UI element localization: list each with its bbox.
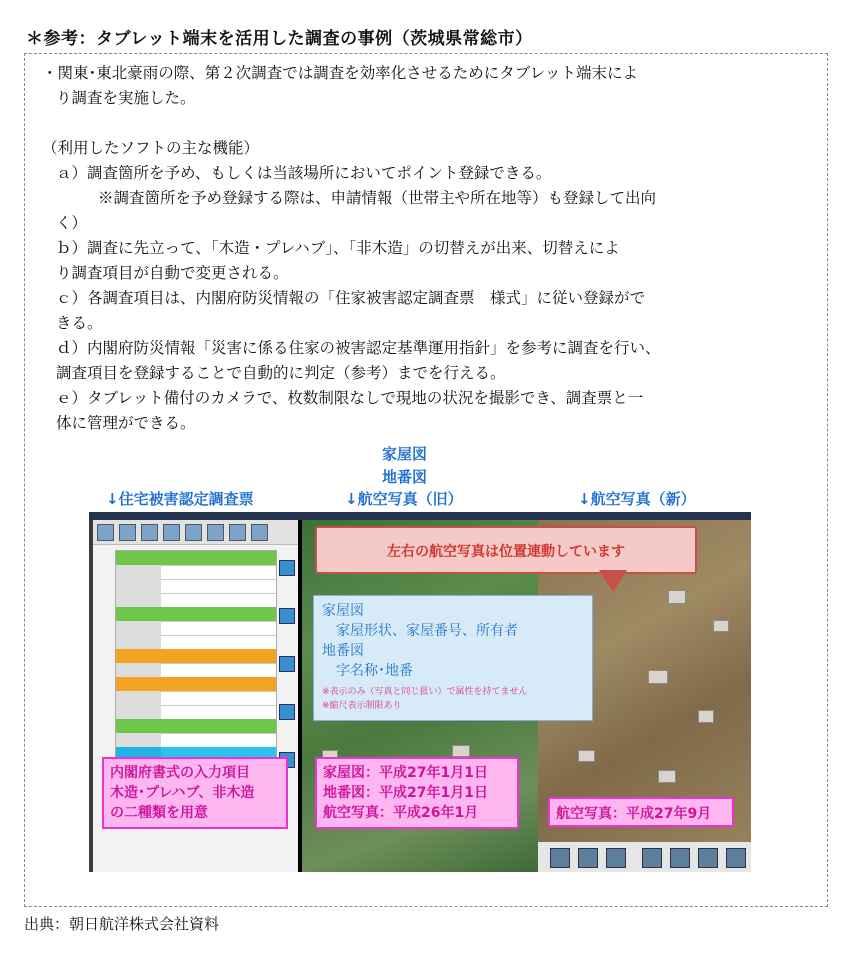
house-shape — [668, 590, 686, 604]
item-c-line-2: きる。 — [56, 314, 103, 332]
zoom-in-icon[interactable] — [550, 848, 570, 868]
page-heading: ＊参考：タブレット端末を活用した調査の事例（茨城県常総市） — [26, 29, 533, 49]
old-date-house: 家屋図：平成27年1月1日 — [323, 765, 488, 781]
form-row[interactable] — [116, 565, 276, 580]
sync-callout-text: 左右の航空写真は位置連動しています — [387, 544, 625, 560]
camera-icon[interactable] — [163, 524, 180, 541]
form-row[interactable] — [116, 691, 276, 706]
item-e-line-1: ｅ）タブレット備付のカメラで、枚数制限なしで現地の状況を撮影でき、調査票と一 — [56, 389, 644, 407]
map-info-box — [313, 595, 593, 721]
lot-map-title: 地番図 — [322, 643, 364, 659]
photo-icon[interactable] — [229, 524, 246, 541]
info-note-1: ※表示のみ（写真と同じ扱い）で属性を持てません — [322, 687, 528, 697]
new-date-box — [548, 797, 734, 827]
pan-icon[interactable] — [642, 848, 662, 868]
new-date-aerial: 航空写真：平成27年9月 — [556, 806, 712, 822]
document-icon[interactable] — [185, 524, 202, 541]
item-d-line-1: ｄ）内閣府防災情報「災害に係る住家の被害認定基準運用指針」を参考に調査を行い、 — [56, 339, 661, 357]
form-row[interactable] — [116, 663, 276, 678]
old-date-aerial: 航空写真：平成26年1月 — [323, 805, 479, 821]
item-e-line-2: 体に管理ができる。 — [56, 414, 196, 432]
form-nav-button[interactable] — [279, 704, 295, 720]
house-shape — [658, 770, 676, 783]
measure-icon[interactable] — [670, 848, 690, 868]
zoom-out-icon[interactable] — [578, 848, 598, 868]
form-note-line-1: 内閣府書式の入力項目 — [110, 765, 250, 781]
item-b-line-1: ｂ）調査に先立って、「木造・プレハブ」、「非木造」の切替えが出来、切替えによ — [56, 239, 620, 257]
house-shape — [713, 620, 729, 632]
map-layer-icon[interactable] — [119, 524, 136, 541]
sync-callout-pointer — [599, 570, 627, 592]
save-icon[interactable] — [207, 524, 224, 541]
form-section-header — [116, 649, 276, 664]
form-row[interactable] — [116, 621, 276, 636]
item-a-line-2: ※調査箇所を予め登録する際は、申請情報（世帯主や所在地等）も登録して出向 — [98, 189, 657, 207]
form-note-box — [102, 757, 288, 829]
intro-line-2: り調査を実施した。 — [56, 89, 196, 107]
grid-icon[interactable] — [698, 848, 718, 868]
features-title: （利用したソフトの主な機能） — [42, 139, 260, 157]
form-nav-button[interactable] — [279, 608, 295, 624]
house-shape — [648, 670, 668, 684]
form-row[interactable] — [116, 705, 276, 720]
form-toolbar — [93, 520, 298, 545]
window-icon[interactable] — [97, 524, 114, 541]
map-bottom-toolbar — [538, 842, 751, 872]
form-note-line-2: 木造･プレハブ、非木造 — [110, 785, 255, 801]
form-section-header — [116, 677, 276, 692]
app-screenshot — [89, 512, 751, 872]
app-titlebar — [89, 512, 751, 520]
caption-aerial-old: ↓航空写真（旧） — [345, 490, 463, 508]
form-row[interactable] — [116, 593, 276, 608]
intro-text — [42, 61, 638, 111]
layer-icon[interactable] — [606, 848, 626, 868]
old-dates-box — [315, 757, 519, 829]
house-map-desc: 家屋形状、家屋番号、所有者 — [336, 623, 518, 639]
caption-house-map: 家屋図 — [382, 445, 428, 463]
settings-icon[interactable] — [251, 524, 268, 541]
info-note-2: ※縮尺表示制限あり — [322, 701, 402, 711]
form-nav-button[interactable] — [279, 656, 295, 672]
item-d-line-2: 調査項目を登録することで自動的に判定（参考）までを行える。 — [56, 364, 506, 382]
item-a-line-1: ａ）調査箇所を予め、もしくは当該場所においてポイント登録できる。 — [56, 164, 552, 182]
form-section-header — [116, 607, 276, 622]
caption-survey-form: ↓住宅被害認定調査票 — [106, 490, 254, 508]
intro-line-1: ・関東･東北豪雨の際、第２次調査では調査を効率化させるためにタブレット端末によ — [42, 64, 638, 82]
menu-icon[interactable] — [726, 848, 746, 868]
form-row[interactable] — [116, 635, 276, 650]
item-b-line-2: り調査項目が自動で変更される。 — [56, 264, 289, 282]
house-shape — [452, 745, 470, 757]
form-section-header — [116, 719, 276, 734]
caption-lot-map: 地番図 — [382, 468, 428, 486]
item-a-line-3: く） — [56, 214, 88, 232]
item-c-line-1: ｃ）各調査項目は、内閣府防災情報の「住家被害認定調査票 様式」に従い登録がで — [56, 289, 646, 307]
form-row[interactable] — [116, 733, 276, 748]
form-row[interactable] — [116, 579, 276, 594]
form-note-line-3: の二種類を用意 — [110, 805, 208, 821]
caption-aerial-new: ↓航空写真（新） — [578, 490, 696, 508]
sync-callout — [315, 526, 697, 574]
list-icon[interactable] — [141, 524, 158, 541]
old-date-lot: 地番図：平成27年1月1日 — [323, 785, 488, 801]
house-shape — [698, 710, 714, 723]
form-nav-button[interactable] — [279, 560, 295, 576]
house-shape — [578, 750, 595, 762]
features-list — [56, 161, 821, 436]
form-section-header — [116, 551, 276, 566]
source-credit: 出典：朝日航洋株式会社資料 — [24, 915, 220, 933]
house-map-title: 家屋図 — [322, 603, 364, 619]
lot-map-desc: 字名称･地番 — [336, 663, 413, 679]
